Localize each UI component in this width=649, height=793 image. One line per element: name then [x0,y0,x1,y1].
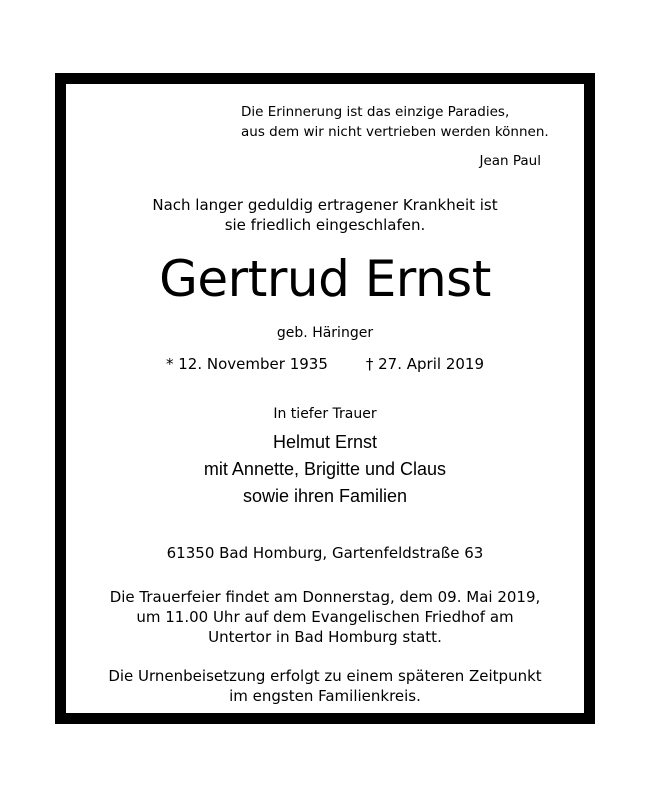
deceased-name: Gertrud Ernst [159,250,491,308]
birth-date: * 12. November 1935 [166,355,328,373]
obituary-content [66,84,584,713]
mourning-intro: In tiefer Trauer [273,406,377,422]
family-address: 61350 Bad Homburg, Gartenfeldstraße 63 [166,544,484,562]
mourner-line-3: sowie ihren Familien [242,486,408,506]
intro-line-2: sie friedlich eingeschlafen. [224,216,426,234]
quote-line-1: Die Erinnerung ist das einzige Paradies, [241,104,510,120]
mourners-block [66,429,584,510]
intro-line-1: Nach langer geduldig ertragener Krankheit ist [152,196,498,214]
urn-line-2: im engsten Familienkreis. [229,687,421,705]
funeral-info [66,587,584,647]
funeral-line-3: Untertor in Bad Homburg statt. [208,628,442,646]
funeral-line-2: um 11.00 Uhr auf dem Evangelischen Friedhof am [136,608,514,626]
funeral-line-1: Die Trauerfeier findet am Donnerstag, dem 09. Mai 2019, [109,588,541,606]
obituary-border [55,73,595,724]
urn-info [66,666,584,706]
urn-line-1: Die Urnenbeisetzung erfolgt zu einem späteren Zeitpunkt [108,667,542,685]
quote-author: Jean Paul [479,153,541,169]
maiden-name: geb. Häringer [276,325,374,341]
intro-text [66,195,584,235]
obituary-panel [65,83,585,714]
life-dates [66,355,584,373]
death-date: † 27. April 2019 [365,355,484,373]
quote-line-2: aus dem wir nicht vertrieben werden können. [241,124,549,140]
mourner-line-1: Helmut Ernst [272,432,378,452]
mourner-line-2: mit Annette, Brigitte und Claus [203,459,447,479]
